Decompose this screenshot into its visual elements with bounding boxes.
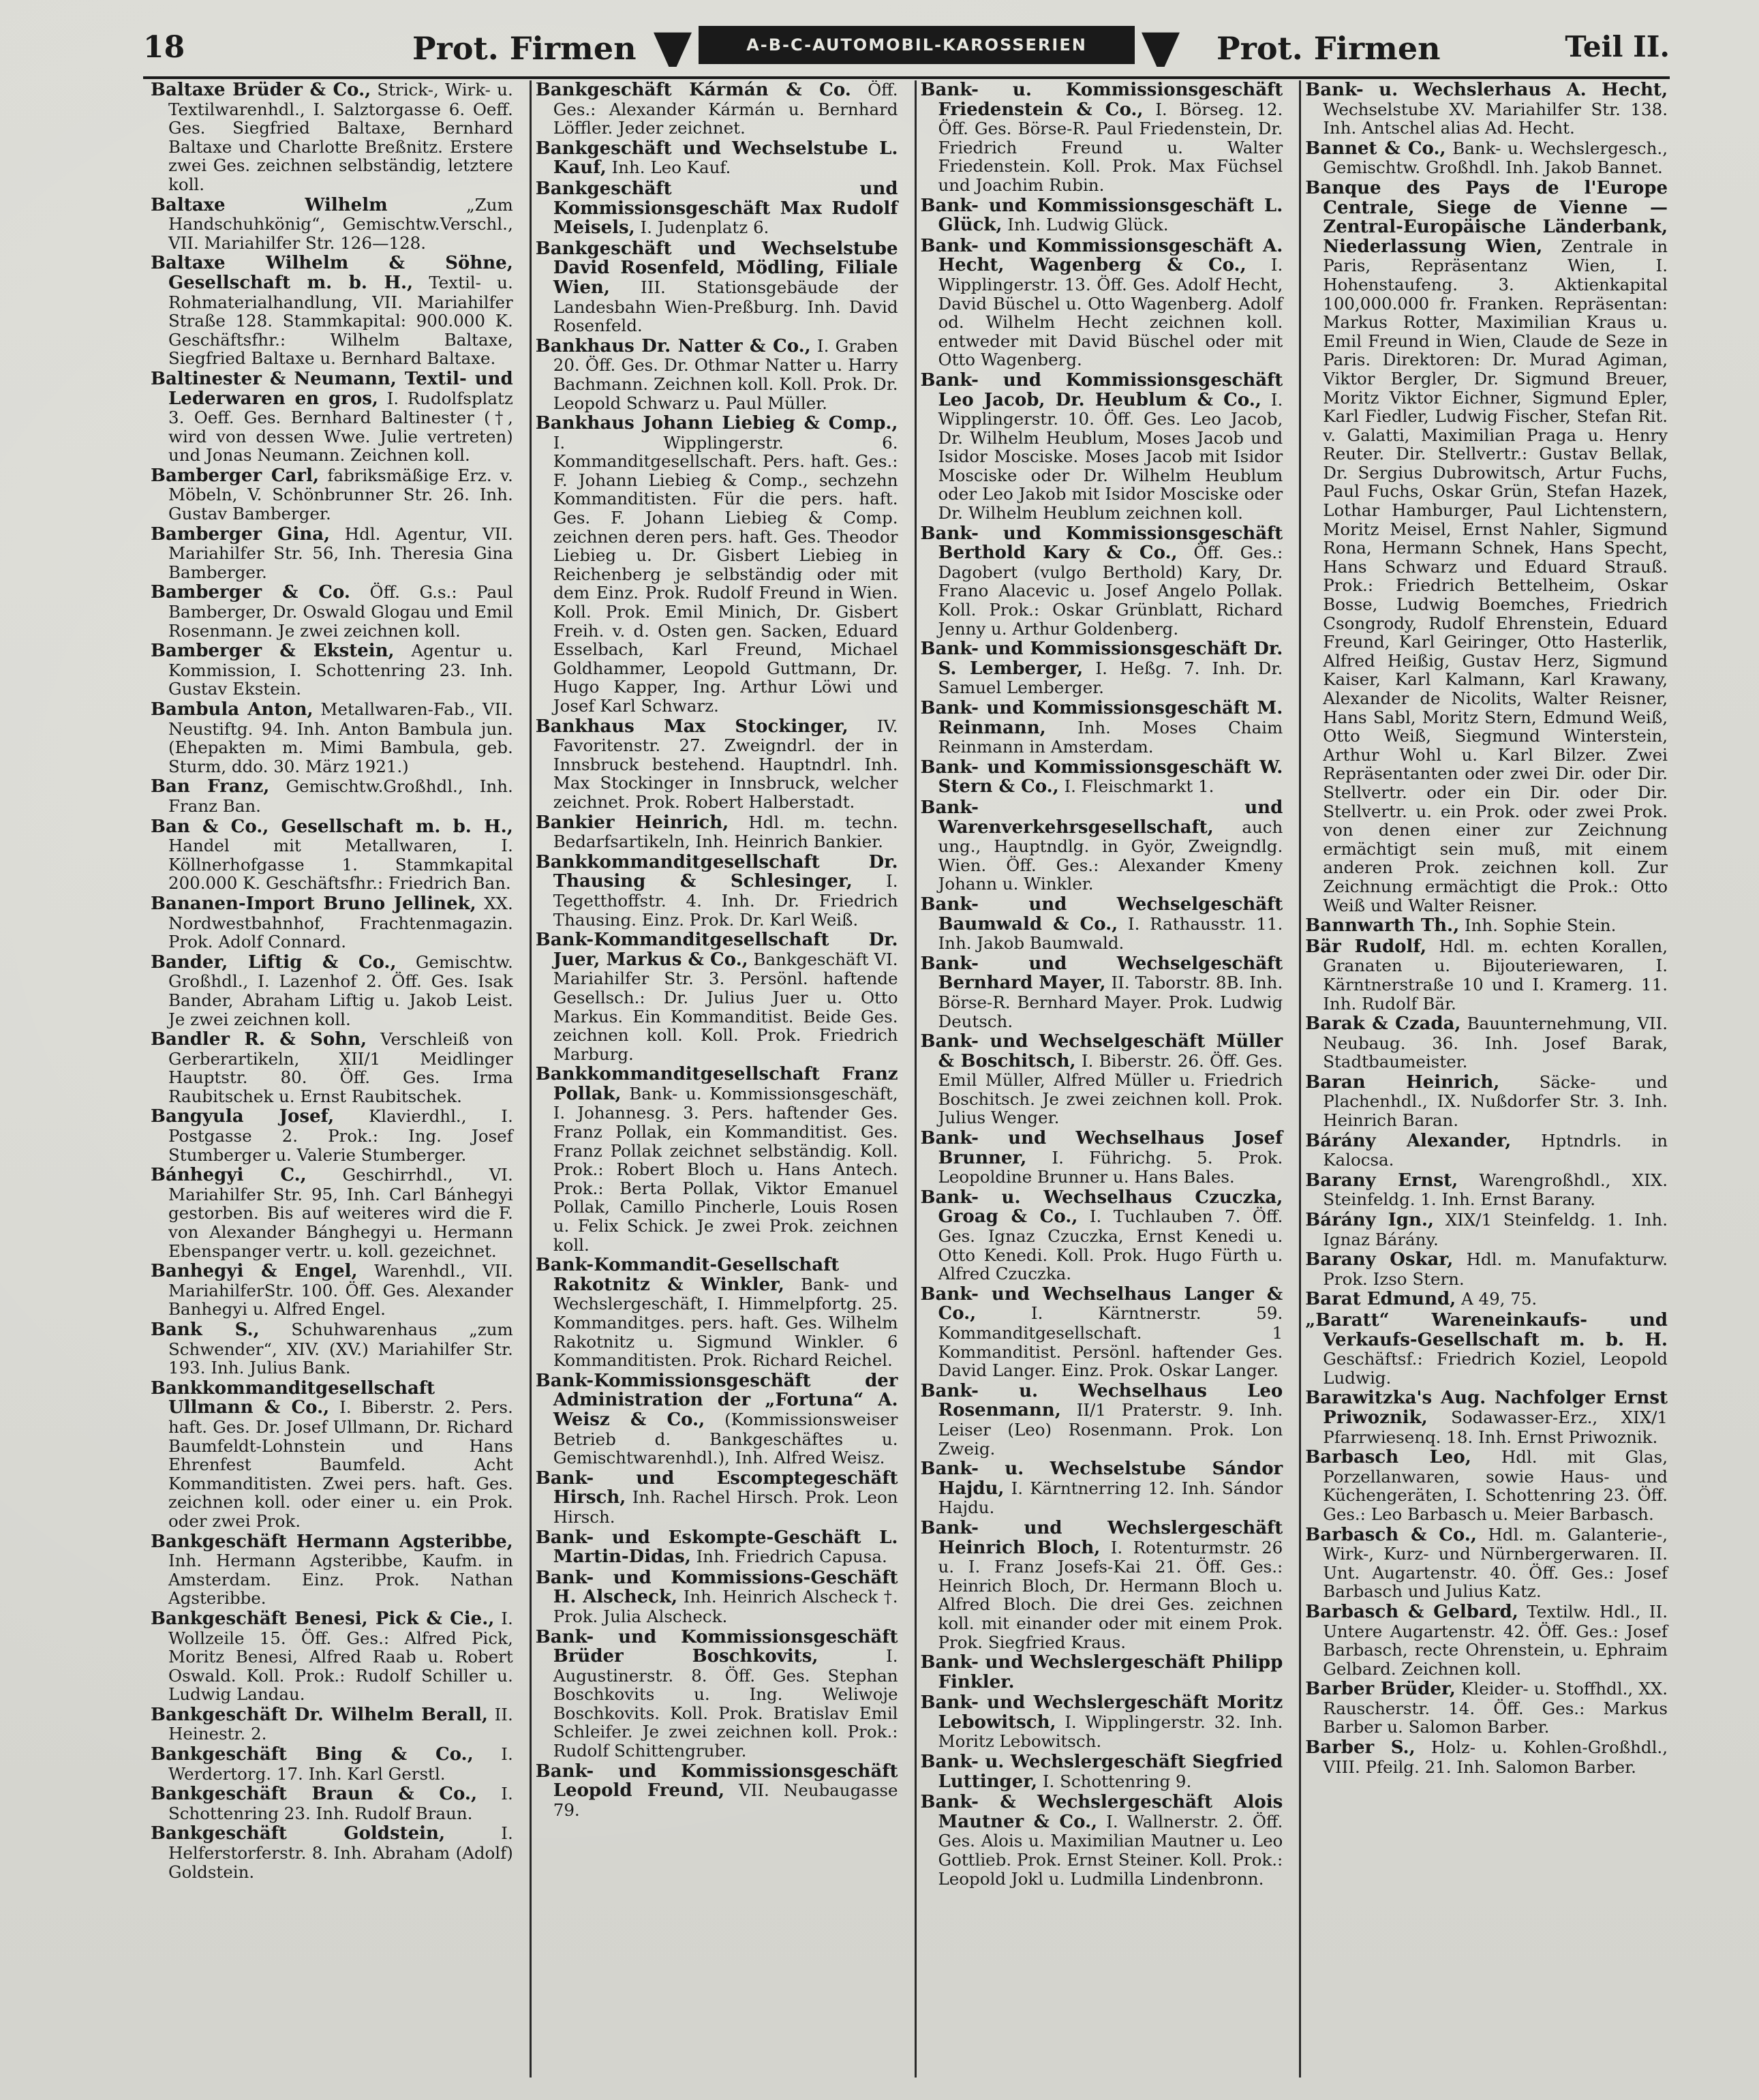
firm-name: Barber Brüder, [1305, 1679, 1456, 1700]
directory-entry [536, 337, 898, 412]
directory-entry [921, 1129, 1283, 1187]
firm-name: Bank- und Kommissionsgeschäft Berthold Kary & Co., [920, 523, 1283, 564]
directory-entry [921, 1382, 1283, 1458]
firm-details: Verschleiß von Gerberartikeln, XII/1 Meidlinger Hauptstr. 80. Öff. Ges. Irma Raubitschek u. Ernst Raubitschek. [168, 1029, 513, 1106]
directory-entry [921, 699, 1283, 757]
firm-name: Bank- und Wechslergeschäft Philipp Finkler. [920, 1652, 1283, 1692]
firm-name: Bankgeschäft Kármán & Co. [535, 80, 851, 100]
firm-name: Baltaxe Brüder & Co., [151, 80, 371, 100]
firm-name: Bank S., [151, 1320, 260, 1340]
directory-entry [151, 1030, 513, 1106]
firm-details: I. Rotenturmstr. 26 u. I. Franz Josefs-Kai 21. Öff. Ges.: Heinrich Bloch, Dr. Hermann Bloch u. Alfred Bloch. Die drei Ges. zeichnen koll. mit einander oder mit einem Prok. Prok. Siegfried Kraus. [938, 1537, 1283, 1652]
firm-details: I. Wipplingerstr. 6. Kommanditgesellschaft. Pers. haft. Ges.: F. Johann Liebieg & Comp., sechzehn Kommanditisten. Für die pers. haft. Ges. F. Johann Liebieg & Comp. zeichnen deren pers. haft. Ges. Theodor Liebieg u. Dr. Gisbert Liebieg in Reichenberg je selbständig oder mit dem Einz. Prok. Rudolf Freund in Wien. Koll. Prok. Emil Minich, Dr. Gisbert Freih. v. d. Osten gen. Sacken, Eduard Esselbach, Karl Freund, Michael Goldhammer, Leopold Guttmann, Dr. Hugo Kapper, Ing. Arthur Löwi und Josef Karl Schwarz. [553, 432, 898, 716]
firm-name: Bárány Ign., [1305, 1210, 1434, 1231]
directory-entry [921, 895, 1283, 953]
firm-details: I. Rathausstr. 11. Inh. Jakob Baumwald. [938, 913, 1283, 954]
directory-entry [151, 80, 513, 194]
firm-details: I. Heßg. 7. Inh. Dr. Samuel Lemberger. [938, 658, 1283, 698]
firm-name: Barbasch & Co., [1305, 1524, 1477, 1545]
emblem-icon [1142, 29, 1180, 67]
firm-details: Geschäftsf.: Friedrich Koziel, Leopold Ludwig. [1323, 1349, 1668, 1388]
firm-name: Bankkommanditgesellschaft Dr. Thausing & Schlesinger, [535, 851, 898, 892]
page-header [143, 25, 1670, 72]
directory-entry [1305, 1448, 1668, 1523]
directory-entry [1305, 1679, 1668, 1737]
firm-details: Agentur u. Kommission, I. Schottenring 23. Inh. Gustav Ekstein. [168, 641, 513, 699]
firm-details: Schuhwarenhaus „zum Schwender“, XIV. (XV.) Mariahilfer Str. 193. Inh. Julius Bank. [168, 1320, 513, 1378]
firm-details: I. Biberstr. 26. Öff. Ges. Emil Müller, Alfred Müller u. Friedrich Boschitsch. Je zwei zeichnen koll. Prok. Julius Wenger. [938, 1050, 1283, 1128]
firm-details: VII. Neubaugasse 79. [553, 1780, 898, 1820]
firm-name: Bandler R. & Sohn, [151, 1029, 367, 1050]
directory-entry [536, 80, 898, 138]
firm-name: Barbasch & Gelbard, [1305, 1601, 1518, 1622]
directory-entry [1305, 1525, 1668, 1601]
directory-entry [921, 954, 1283, 1031]
firm-name: Bank-Kommanditgesellschaft Dr. Juer, Markus & Co., [535, 930, 898, 970]
emblem-icon [654, 29, 692, 67]
firm-details: I. Rudolfsplatz 3. Oeff. Ges. Bernhard Baltinester (†, wird von dessen Wwe. Julie vertreten) und Jonas Neumann. Zeichnen koll. [168, 388, 513, 466]
directory-entry [921, 798, 1283, 894]
firm-name: Bank- und Eskompte-Geschäft L. Martin-Didas, [535, 1527, 898, 1568]
firm-name: Bangyula Josef, [151, 1106, 335, 1127]
directory-entry [536, 139, 898, 178]
firm-details: Textilw. Hdl., II. Untere Augartenstr. 42. Öff. Ges.: Josef Barbasch, recte Ohrenstein, u. Ephraim Gelbard. Zeichnen koll. [1323, 1601, 1668, 1679]
header-rule [143, 76, 1670, 79]
firm-name: Bankgeschäft Hermann Agsteribbe, [151, 1531, 513, 1552]
firm-details: Hdl. m. Manufakturw. Prok. Izso Stern. [1323, 1249, 1668, 1289]
firm-name: Baltaxe Wilhelm & Söhne, Gesellschaft m. b. H., [151, 253, 513, 293]
directory-entry [921, 1653, 1283, 1692]
directory-entry [536, 239, 898, 335]
firm-name: Bankier Heinrich, [535, 812, 729, 833]
firm-name: Bank- und Wechselgeschäft Müller & Boschitsch, [920, 1031, 1283, 1071]
firm-name: Bank- und Kommissionsgeschäft A. Hecht, Wagenberg & Co., [920, 235, 1283, 276]
firm-details: I. Wollzeile 15. Öff. Ges.: Alfred Pick, Moritz Benesi, Alfred Raab u. Robert Oswald. Koll. Prok.: Rudolf Schiller u. Ludwig Landau. [168, 1608, 513, 1705]
directory-entry [151, 1379, 513, 1531]
firm-details: Wechselstube XV. Mariahilfer Str. 138. Inh. Antschel alias Ad. Hecht. [1323, 99, 1668, 138]
advertisement-banner [699, 26, 1135, 64]
firm-name: Barany Oskar, [1305, 1249, 1454, 1270]
firm-details: I. Kärntnerring 12. Inh. Sándor Hajdu. [938, 1478, 1283, 1518]
firm-details: Bank- u. Kommissionsgeschäft, I. Johannesg. 3. Pers. haftender Ges. Franz Pollak, ein Kommanditist. Ges. Franz Pollak zeichnet selbständig. Koll. Prok.: Robert Bloch u. Hans Antech. Prok.: Berta Pollak, Viktor Emanuel Pollak, Camillo Pincherle, Louis Rosen u. Felix Schick. Je zwei Prok. zeichnen koll. [553, 1083, 898, 1255]
directory-entry [1305, 1311, 1668, 1387]
directory-entry [1305, 937, 1668, 1013]
firm-name: Bankgeschäft Dr. Wilhelm Berall, [151, 1704, 488, 1725]
directory-entry [921, 237, 1283, 369]
firm-name: Bamberger Carl, [151, 465, 319, 486]
firm-name: Bankgeschäft Braun & Co., [151, 1784, 477, 1805]
firm-details: I. Graben 20. Öff. Ges. Dr. Othmar Natter u. Harry Bachmann. Zeichnen koll. Koll. Prok. Dr. Leopold Schwarz u. Paul Müller. [553, 335, 898, 413]
firm-name: Bank- und Wechselgeschäft Bernhard Mayer, [920, 953, 1283, 994]
firm-name: Bank- u. Wechslerhaus A. Hecht, [1305, 80, 1668, 100]
firm-name: Ban Franz, [151, 776, 270, 797]
directory-entry [536, 1568, 898, 1626]
directory-columns [147, 80, 1672, 2078]
firm-name: Bank- und Wechslergeschäft Moritz Lebowitsch, [920, 1692, 1283, 1733]
firm-details: Handel mit Metallwaren, I. Köllnerhofgasse 1. Stammkapital 200.000 K. Geschäftsfhr.: Friedrich Ban. [168, 836, 513, 894]
firm-details: Bankgeschäft VI. Mariahilfer Str. 3. Persönl. haftende Gesellsch.: Dr. Julius Juer u. Otto Markus. Ein Kommanditist. Beide Ges. zeichnen koll. Koll. Prok. Friedrich Marburg. [553, 949, 898, 1064]
directory-entry [921, 196, 1283, 235]
directory-entry [151, 196, 513, 253]
part-label: Teil II. [1565, 30, 1670, 63]
firm-details: Öff. Ges.: Alexander Kármán u. Bernhard Löffler. Jeder zeichnet. [553, 80, 898, 138]
firm-name: Ban & Co., Gesellschaft m. b. H., [151, 816, 513, 837]
directory-entry [536, 717, 898, 812]
firm-name: Bankkommanditgesellschaft Ullmann & Co., [151, 1378, 435, 1418]
directory-entry [151, 953, 513, 1029]
firm-details: I. Schottenring 9. [1037, 1771, 1192, 1791]
firm-name: Bank- und Kommissionsgeschäft Leo Jacob, Dr. Heublum & Co., [920, 369, 1283, 410]
firm-details: II. Taborstr. 8B. Inh. Börse-R. Bernhard Mayer. Prok. Ludwig Deutsch. [938, 973, 1283, 1031]
column-1 [147, 80, 517, 2078]
firm-details: Bank- und Wechslergeschäft, I. Himmelpfortg. 25. Kommanditges. pers. haft. Ges. Wilhelm Rakotnitz u. Sigmund Winkler. 6 Kommanditisten. Prok. Richard Reichel. [553, 1274, 898, 1371]
firm-details: fabriksmäßige Erz. v. Möbeln, V. Schönbrunner Str. 26. Inh. Gustav Bamberger. [168, 465, 513, 524]
firm-name: Bank- u. Wechselhaus Czuczka, Groag & Co., [920, 1187, 1283, 1228]
firm-name: Bannet & Co., [1305, 138, 1446, 159]
firm-name: Bank-Kommissionsgeschäft der Administration der „Fortuna“ A. Weisz & Co., [535, 1370, 898, 1430]
firm-name: Bank- u. Wechslergeschäft Siegfried Luttinger, [920, 1752, 1283, 1792]
firm-details: Öff. Ges.: Dagobert (vulgo Berthold) Kary, Dr. Frano Alacevic u. Josef Angelo Pollak. Koll. Prok.: Oskar Grünblatt, Richard Jenny u. Arthur Goldenberg. [938, 543, 1283, 639]
firm-details: II. Heinestr. 2. [168, 1704, 513, 1744]
firm-details: (Kommissionsweiser Betrieb d. Bankgeschäftes u. Gemischtwarenhdl.), Inh. Alfred Weisz. [553, 1409, 898, 1468]
directory-entry [536, 1065, 898, 1254]
firm-details: I. Schottenring 23. Inh. Rudolf Braun. [168, 1784, 513, 1823]
firm-name: Bank- und Warenverkehrsgesellschaft, [920, 797, 1283, 838]
directory-entry [151, 1609, 513, 1704]
firm-name: Bank- und Wechselhaus Langer & Co., [920, 1283, 1283, 1324]
directory-entry [151, 1107, 513, 1164]
firm-name: Bank- und Wechslergeschäft Heinrich Bloch, [920, 1517, 1283, 1558]
directory-entry [536, 1528, 898, 1567]
directory-entry [921, 371, 1283, 523]
firm-name: Bankgeschäft und Wechselstube L. Kauf, [535, 138, 898, 179]
directory-entry [921, 524, 1283, 639]
firm-details: Textil- u. Rohmaterialhandlung, VII. Mariahilfer Straße 128. Stammkapital: 900.000 K. Geschäftsfhr.: Wilhelm Baltaxe, Siegfried Baltaxe u. Bernhard Baltaxe. [168, 272, 513, 369]
firm-name: Bank- und Wechselgeschäft Baumwald & Co., [920, 894, 1283, 934]
firm-name: Barawitzka's Aug. Nachfolger Ernst Priwoznik, [1305, 1388, 1668, 1428]
firm-details: Holz- u. Kohlen-Großhdl., VIII. Pfeilg. 21. Inh. Salomon Barber. [1323, 1737, 1668, 1777]
firm-name: Bamberger & Co. [151, 582, 350, 603]
firm-name: Bárány Alexander, [1305, 1130, 1512, 1151]
firm-details: I. Tegetthoffstr. 4. Inh. Dr. Friedrich Thausing. Einz. Prok. Dr. Karl Weiß. [553, 871, 898, 930]
directory-entry [921, 1752, 1283, 1791]
directory-entry [921, 1793, 1283, 1888]
directory-entry [151, 1166, 513, 1260]
directory-entry [1305, 1250, 1668, 1288]
directory-entry [151, 254, 513, 368]
directory-entry [536, 414, 898, 716]
firm-name: Banque des Pays de l'Europe Centrale, Siege de Vienne — Zentral-Europäische Länderbank, Niederlassung Wien, [1305, 177, 1668, 257]
directory-entry [151, 777, 513, 815]
directory-entry [921, 1459, 1283, 1517]
firm-details: Inh. Leo Kauf. [606, 157, 731, 178]
firm-details: Inh. Heinrich Alscheck †. Prok. Julia Alscheck. [553, 1587, 898, 1626]
firm-details: Hdl. m. Galanterie-, Wirk-, Kurz- und Nürnbergerwaren. II. Unt. Augartenstr. 40. Öff. Ges.: Josef Barbasch und Julius Katz. [1323, 1524, 1668, 1602]
firm-details: IV. Favoritenstr. 27. Zweigndrl. der in Innsbruck bestehend. Hauptndrl. Inh. Max Stockinger in Innsbruck, welcher zeichnet. Prok. Robert Halberstadt. [553, 716, 898, 812]
firm-details: I. Fleischmarkt 1. [1058, 776, 1214, 797]
firm-name: Bank- und Kommissionsgeschäft L. Glück, [920, 195, 1283, 236]
directory-entry [151, 1320, 513, 1378]
firm-details: I. Wipplingerstr. 32. Inh. Moritz Lebowitsch. [938, 1711, 1283, 1752]
firm-name: Bankkommanditgesellschaft Franz Pollak, [535, 1064, 898, 1104]
firm-details: I. Kärntnerstr. 59. Kommanditgesellschaft. 1 Kommanditist. Persönl. haftender Ges. David Langer. Einz. Prok. Oskar Langer. [938, 1303, 1283, 1381]
firm-name: Bánhegyi C., [151, 1165, 307, 1186]
firm-details: Bauunternehmung, VII. Neubaug. 36. Inh. Josef Barak, Stadtbaumeister. [1323, 1014, 1668, 1072]
firm-details: Hdl. m. echten Korallen, Granaten u. Bijouteriewaren, I. Kärntnerstraße 10 und I. Kramerg. 11. Inh. Rudolf Bär. [1323, 936, 1668, 1014]
firm-details: Inh. Ludwig Glück. [1002, 215, 1169, 235]
directory-entry [151, 583, 513, 640]
firm-details: Kleider- u. Stoffhdl., XX. Rauscherstr. 14. Öff. Ges.: Markus Barber u. Salomon Barber. [1323, 1679, 1668, 1737]
firm-details: Öff. G.s.: Paul Bamberger, Dr. Oswald Glogau und Emil Rosenmann. Je zwei zeichnen koll. [168, 582, 513, 641]
directory-entry [151, 525, 513, 582]
directory-entry [536, 853, 898, 929]
directory-entry [1305, 1073, 1668, 1130]
firm-name: Baltaxe Wilhelm [151, 194, 388, 215]
directory-entry [1305, 80, 1668, 138]
firm-name: Bankgeschäft Benesi, Pick & Cie., [151, 1608, 495, 1629]
firm-name: Bankhaus Dr. Natter & Co., [535, 335, 811, 356]
directory-entry [1305, 1014, 1668, 1071]
directory-entry [151, 466, 513, 523]
firm-details: I. Biberstr. 2. Pers. haft. Ges. Dr. Josef Ullmann, Dr. Richard Baumfeldt-Lohnstein und Hans Ehrenfest Baumfeld. Acht Kommanditisten. Zwei pers. haft. Ges. zeichnen koll. oder einer u. ein Prok. oder zwei Prok. [168, 1397, 513, 1531]
firm-details: Hdl. mit Glas, Porzellanwaren, sowie Haus- und Küchengeräten, I. Schottenring 23. Öff. Ges.: Leo Barbasch u. Meier Barbasch. [1323, 1447, 1668, 1524]
firm-name: Barbasch Leo, [1305, 1447, 1471, 1468]
directory-entry [921, 1519, 1283, 1652]
firm-name: Bankhaus Johann Liebieg & Comp., [535, 413, 898, 434]
firm-name: Bank- u. Kommissionsgeschäft Friedenstein & Co., [920, 80, 1283, 120]
firm-name: Bär Rudolf, [1305, 936, 1427, 957]
firm-name: Bank- u. Wechselstube Sándor Hajdu, [920, 1459, 1283, 1499]
directory-entry [151, 1824, 513, 1881]
firm-name: Barany Ernst, [1305, 1170, 1458, 1191]
directory-entry [921, 1188, 1283, 1283]
firm-details: I. Wipplingerstr. 10. Öff. Ges. Leo Jacob, Dr. Wilhelm Heublum, Moses Jacob und Isidor Mosciske. Moses Jacob mit Isidor Mosciske oder Dr. Wilhelm Heublum oder Leo Jakob mit Isidor Mosciske oder Dr. Wilhelm Heublum zeichnen koll. [938, 389, 1283, 523]
firm-details: Sodawasser-Erz., XIX/1 Pfarrwiesenq. 18. Inh. Ernst Priwoznik. [1323, 1407, 1668, 1447]
firm-details: Hptndrls. in Kalocsa. [1323, 1130, 1668, 1170]
firm-name: Banhegyi & Engel, [151, 1261, 358, 1282]
firm-details: I. Judenplatz 6. [634, 217, 769, 238]
directory-entry [921, 758, 1283, 797]
directory-entry [1305, 916, 1668, 936]
directory-entry [151, 369, 513, 465]
firm-name: Bannwarth Th., [1305, 915, 1460, 937]
firm-details: Zentrale in Paris, Repräsentanz Wien, I. Hohenstaufeng. 3. Aktienkapital 100,000.000 fr. Franken. Repräsentan: Markus Rotter, Maximilian Kraus u. Emil Freund in Wien, Claude de Seze in Paris. Direktoren: Dr. Murad Agiman, Viktor Bergler, Dr. Sigmund Breuer, Moritz Viktor Eichner, Sigmund Epler, Karl Fiedler, Ludwig Fischer, Stefan Rit. v. Galatti, Maximilian Praga u. Henry Reuter. Dir. Stellvertr.: Gustav Bellak, Dr. Sergius Dubrowitsch, Artur Fuchs, Paul Fuchs, Oskar Grün, Stefan Hazek, Lothar Hamburger, Paul Lichtenstern, Moritz Meisel, Ernst Nahler, Sigmund Rona, Hermann Schnek, Hans Specht, Hans Schwarz und Eduard Strauß. Prok.: Friedrich Bettelheim, Oskar Bosse, Ludwig Boemches, Friedrich Csongrody, Rudolf Ehrenstein, Eduard Freund, Karl Geiringer, Otto Hasterlik, Alfred Heißig, Gustav Herz, Sigmund Kaiser, Karl Kalmann, Karl Krawany, Alexander de Nicolits, Walter Reisner, Hans Sabl, Moritz Stern, Edmund Weiß, Otto Weiß, Siegmund Winterstein, Arthur Wohl u. Karl Bilzer. Zwei Repräsentanten oder zwei Dir. oder Dir. Stellvertr. oder ein Dir. oder Dir. Stellvertr. u. ein Prok. oder zwei Prok. von denen einer zur Zeichnung ermächtigt sein muß, mit einem anderen Prok. zeichnen koll. Zur Zeichnung ermächtigt die Prok.: Otto Weiß und Walter Reisner. [1323, 236, 1668, 915]
firm-name: Bamberger & Ekstein, [151, 641, 395, 662]
firm-name: Bank- und Kommissionsgeschäft Leopold Freund, [535, 1761, 898, 1801]
firm-name: Bank- & Wechslergeschäft Alois Mautner & Co., [920, 1792, 1283, 1832]
directory-entry [1305, 1171, 1668, 1209]
firm-name: Bamberger Gina, [151, 523, 331, 545]
firm-details: I. Wipplingerstr. 13. Öff. Ges. Adolf Hecht, David Büschel u. Otto Wagenberg. Adolf od. Wilhelm Hecht zeichnen koll. entweder mit David Büschel oder mit Otto Wagenberg. [938, 255, 1283, 370]
firm-details: XIX/1 Steinfeldg. 1. Inh. Ignaz Bárány. [1323, 1210, 1668, 1249]
directory-entry [536, 930, 898, 1063]
directory-entry [1305, 1211, 1668, 1249]
firm-name: Bank- und Kommissions-Geschäft H. Alscheck, [535, 1567, 898, 1608]
directory-entry [151, 1705, 513, 1744]
directory-entry [1305, 1602, 1668, 1678]
directory-entry [1305, 1131, 1668, 1170]
firm-details: Klavierdhl., I. Postgasse 2. Prok.: Ing. Josef Stumberger u. Valerie Stumberger. [168, 1106, 513, 1165]
firm-name: Baran Heinrich, [1305, 1071, 1500, 1093]
firm-details: Inh. Rachel Hirsch. Prok. Leon Hirsch. [553, 1487, 898, 1527]
directory-entry [1305, 1738, 1668, 1776]
firm-details: Bank- u. Wechslergesch., Gemischtw. Großhdl. Inh. Jakob Bannet. [1323, 138, 1668, 178]
firm-details: Inh. Sophie Stein. [1459, 915, 1617, 936]
running-head-right: Prot. Firmen [1217, 30, 1441, 67]
firm-details: I. Führichg. 5. Prok. Leopoldine Brunner u. Hans Bales. [938, 1147, 1283, 1187]
firm-details: Inh. Moses Chaim Reinmann in Amsterdam. [938, 717, 1283, 757]
directory-entry [921, 1693, 1283, 1751]
firm-details: I. Augustinerstr. 8. Öff. Ges. Stephan Boschkovits u. Ing. Weliwoje Boschkovits. Koll. Prok. Bratislav Emil Schleifer. Je zwei zeichnen koll. Prok.: Rudolf Schittengruber. [553, 1646, 898, 1761]
firm-details: II/1 Praterstr. 9. Inh. Leiser (Leo) Rosenmann. Prok. Lon Zweig. [938, 1400, 1283, 1459]
firm-details: I. Helferstorferstr. 8. Inh. Abraham (Adolf) Goldstein. [168, 1823, 513, 1882]
directory-entry [921, 1032, 1283, 1127]
firm-name: Bank- und Wechselhaus Josef Brunner, [920, 1128, 1283, 1168]
firm-details: „Zum Handschuhkönig“, Gemischtw.Verschl., VII. Mariahilfer Str. 126—128. [168, 194, 513, 253]
directory-entry [151, 1262, 513, 1319]
page-number: 18 [143, 30, 185, 65]
firm-details: Gemischtw. Großhdl., I. Lazenhof 2. Öff. Ges. Isak Bander, Abraham Liftig u. Jakob Leist. Je zwei zeichnen koll. [168, 952, 513, 1029]
firm-details: Warengroßhdl., XIX. Steinfeldg. 1. Inh. Ernst Barany. [1323, 1170, 1668, 1210]
firm-details: I. Börseg. 12. Öff. Ges. Börse-R. Paul Friedenstein, Dr. Friedrich Freund u. Walter Friedenstein. Koll. Prok. Max Füchsel und Joachim Rubin. [938, 99, 1283, 195]
directory-entry [151, 1784, 513, 1823]
firm-name: Bankgeschäft und Kommissionsgeschäft Max Rudolf Meisels, [535, 178, 898, 239]
firm-name: Bank- u. Wechselhaus Leo Rosenmann, [920, 1380, 1283, 1421]
firm-name: Bankgeschäft Bing & Co., [151, 1744, 474, 1765]
firm-name: Bank-Kommandit-Gesellschaft Rakotnitz & Winkler, [535, 1255, 840, 1295]
firm-name: Bankgeschäft Goldstein, [151, 1823, 446, 1844]
directory-entry [536, 1628, 898, 1761]
firm-details: Gemischtw.Großhdl., Inh. Franz Ban. [168, 776, 513, 816]
firm-details: I. Tuchlauben 7. Öff. Ges. Ignaz Czuczka, Ernst Kenedi u. Otto Kenedi. Koll. Prok. Hugo Fürth u. Alfred Czuczka. [938, 1206, 1283, 1284]
firm-details: I. Werdertorg. 17. Inh. Karl Gerstl. [168, 1744, 513, 1784]
firm-name: Bambula Anton, [151, 699, 313, 720]
directory-entry [151, 1532, 513, 1608]
firm-name: Bank- und Kommissionsgeschäft W. Stern & Co., [920, 757, 1283, 797]
directory-entry [151, 700, 513, 776]
firm-name: Bankgeschäft und Wechselstube David Rosenfeld, Mödling, Filiale Wien, [535, 238, 898, 298]
firm-details: Metallwaren-Fab., VII. Neustiftg. 94. Inh. Anton Bambula jun. (Ehepakten m. Mimi Bambula, geb. Sturm, ddo. 30. März 1921.) [168, 699, 513, 776]
firm-name: Bank- und Kommissionsgeschäft Brüder Boschkovits, [535, 1626, 898, 1667]
firm-details: Hdl. Agentur, VII. Mariahilfer Str. 56, Inh. Theresia Gina Bamberger. [168, 523, 513, 582]
directory-entry [1305, 139, 1668, 177]
firm-name: Bank- und Kommissionsgeschäft M. Reinmann, [920, 698, 1283, 738]
directory-entry [1305, 1290, 1668, 1309]
directory-entry [921, 639, 1283, 697]
firm-details: I. Wallnerstr. 2. Öff. Ges. Alois u. Maximilian Mautner u. Leo Gottlieb. Prok. Ernst Steiner. Koll. Prok.: Leopold Jokl u. Ludmilla Lindenbronn. [938, 1811, 1283, 1889]
directory-entry [536, 1371, 898, 1467]
firm-details: A 49, 75. [1456, 1289, 1538, 1309]
firm-details: Inh. Friedrich Capusa. [690, 1547, 887, 1567]
firm-details: auch ung., Hauptndlg. in Györ, Zweigndlg. Wien. Öff. Ges.: Alexander Kmeny Johann u. Winkler. [938, 817, 1283, 894]
directory-entry [151, 1745, 513, 1783]
directory-entry [151, 817, 513, 893]
firm-details: Strick-, Wirk- u. Textilwarenhdl., I. Salztorgasse 6. Oeff. Ges. Siegfried Baltaxe, Bernhard Baltaxe und Charlotte Breßnitz. Erstere zwei Ges. zeichnen selbständig, letztere koll. [168, 80, 513, 194]
directory-entry [536, 179, 898, 238]
directory-entry [921, 1285, 1283, 1380]
firm-name: Bananen-Import Bruno Jellinek, [151, 893, 476, 914]
firm-name: Baltinester & Neumann, Textil- und Lederwaren en gros, [151, 368, 513, 409]
firm-name: Bank- und Kommissionsgeschäft Dr. S. Lemberger, [920, 639, 1283, 679]
firm-details: Hdl. m. techn. Bedarfsartikeln, Inh. Heinrich Bankier. [553, 812, 898, 852]
firm-details: Warenhdl., VII. MariahilferStr. 100. Öff. Ges. Alexander Banhegyi u. Alfred Engel. [168, 1261, 513, 1320]
firm-name: „Baratt“ Wareneinkaufs- und Verkaufs-Gesellschaft m. b. H. [1305, 1310, 1668, 1350]
firm-details: XX. Nordwestbahnhof, Frachtenmagazin. Prok. Adolf Connard. [168, 893, 513, 952]
directory-entry [536, 1256, 898, 1370]
directory-entry [151, 894, 513, 952]
column-3 [915, 80, 1287, 2078]
firm-details: Geschirrhdl., VI. Mariahilfer Str. 95, Inh. Carl Bánhegyi gestorben. Bis auf weiteres wird die F. von Alexander Bánghegyi u. Hermann Ebenspanger vertr. u. koll. gezeichnet. [168, 1165, 513, 1261]
directory-entry [1305, 179, 1668, 915]
directory-entry [1305, 1388, 1668, 1446]
banner-text: A-B-C-AUTOMOBIL-KAROSSERIEN [746, 35, 1087, 55]
firm-name: Barak & Czada, [1305, 1014, 1461, 1035]
directory-entry [536, 1762, 898, 1820]
firm-name: Bander, Liftig & Co., [151, 952, 397, 973]
firm-details: III. Stationsgebäude der Landesbahn Wien-Preßburg. Inh. David Rosenfeld. [553, 277, 898, 336]
firm-name: Bank- und Escomptegeschäft Hirsch, [535, 1467, 898, 1508]
firm-name: Barat Edmund, [1305, 1289, 1456, 1310]
column-2 [530, 80, 902, 2078]
running-head-left: Prot. Firmen [412, 30, 637, 67]
firm-name: Barber S., [1305, 1737, 1416, 1759]
directory-entry [151, 641, 513, 699]
column-4 [1299, 80, 1672, 2078]
firm-details: Säcke- und Plachenhdl., IX. Nußdorfer Str. 3. Inh. Heinrich Baran. [1323, 1071, 1668, 1131]
directory-entry [536, 813, 898, 851]
firm-name: Bankhaus Max Stockinger, [535, 716, 848, 737]
firm-details: Inh. Hermann Agsteribbe, Kaufm. in Amsterdam. Einz. Prok. Nathan Agsteribbe. [168, 1551, 513, 1609]
directory-entry [921, 80, 1283, 195]
directory-entry [536, 1469, 898, 1527]
